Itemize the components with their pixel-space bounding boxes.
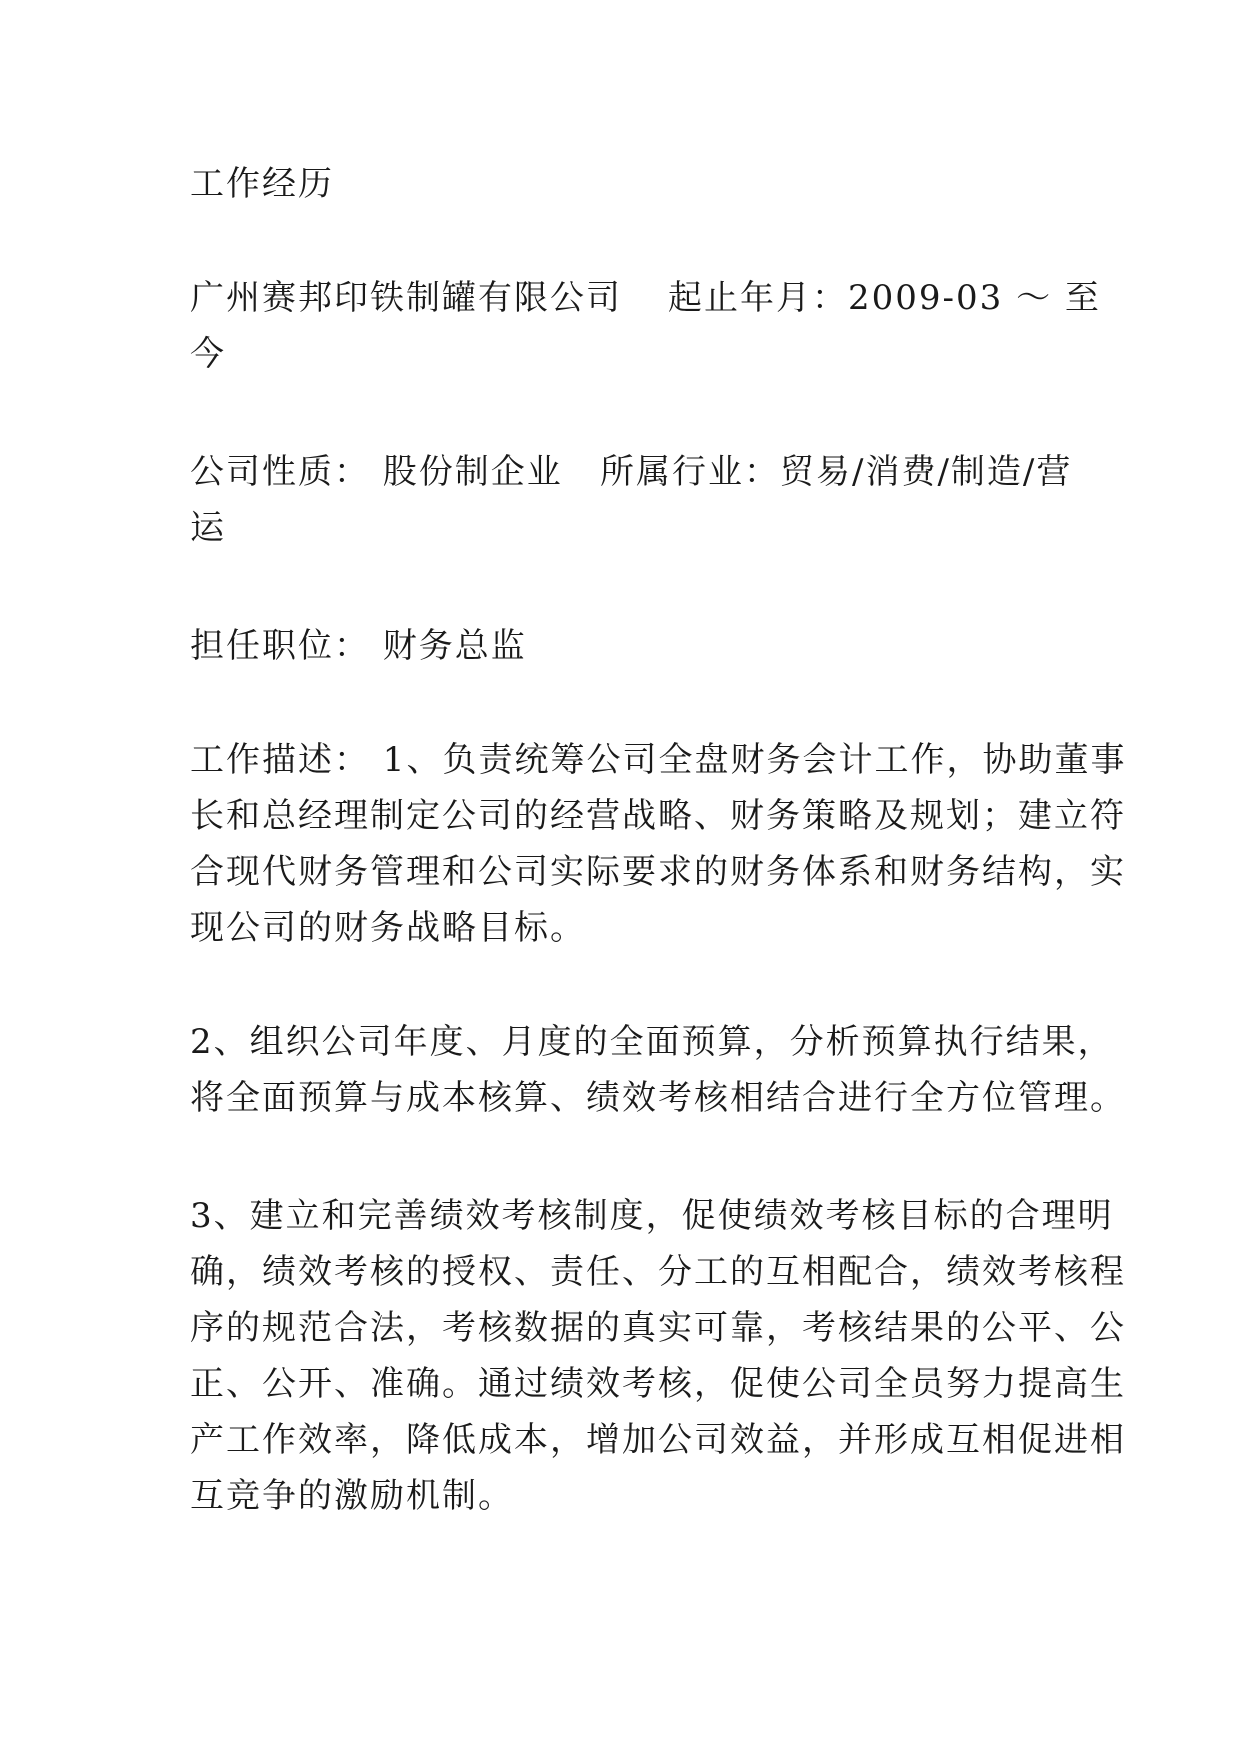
paragraph-line: 长和总经理制定公司的经营战略、财务策略及规划；建立符	[190, 796, 1126, 836]
company-name: 广州赛邦印铁制罐有限公司	[190, 278, 622, 318]
paragraph-line: 现公司的财务战略目标。	[190, 908, 586, 948]
company-period-cont: 今	[190, 334, 226, 374]
paragraph-line: 合现代财务管理和公司实际要求的财务体系和财务结构，实	[190, 852, 1126, 892]
company-nature: 公司性质： 股份制企业	[190, 452, 563, 492]
paragraph-line: 确，绩效考核的授权、责任、分工的互相配合，绩效考核程	[190, 1252, 1126, 1292]
paragraph-line: 3、建立和完善绩效考核制度，促使绩效考核目标的合理明	[190, 1196, 1114, 1236]
paragraph-line: 序的规范合法，考核数据的真实可靠，考核结果的公平、公	[190, 1308, 1126, 1348]
paragraph-line: 2、组织公司年度、月度的全面预算，分析预算执行结果，	[190, 1022, 1114, 1062]
company-period: 起止年月：2009-03 ～ 至	[668, 278, 1101, 318]
position-held: 担任职位： 财务总监	[190, 626, 527, 666]
paragraph-line: 产工作效率，降低成本，增加公司效益，并形成互相促进相	[190, 1420, 1126, 1460]
paragraph-line: 工作描述： 1、负责统筹公司全盘财务会计工作，协助董事	[190, 740, 1127, 780]
paragraph-line: 互竞争的激励机制。	[190, 1476, 514, 1516]
paragraph-line: 正、公开、准确。通过绩效考核，促使公司全员努力提高生	[190, 1364, 1126, 1404]
paragraph-line: 将全面预算与成本核算、绩效考核相结合进行全方位管理。	[190, 1078, 1126, 1118]
company-industry: 所属行业：贸易/消费/制造/营	[600, 452, 1073, 492]
section-title: 工作经历	[190, 164, 334, 204]
company-industry-cont: 运	[190, 508, 226, 548]
